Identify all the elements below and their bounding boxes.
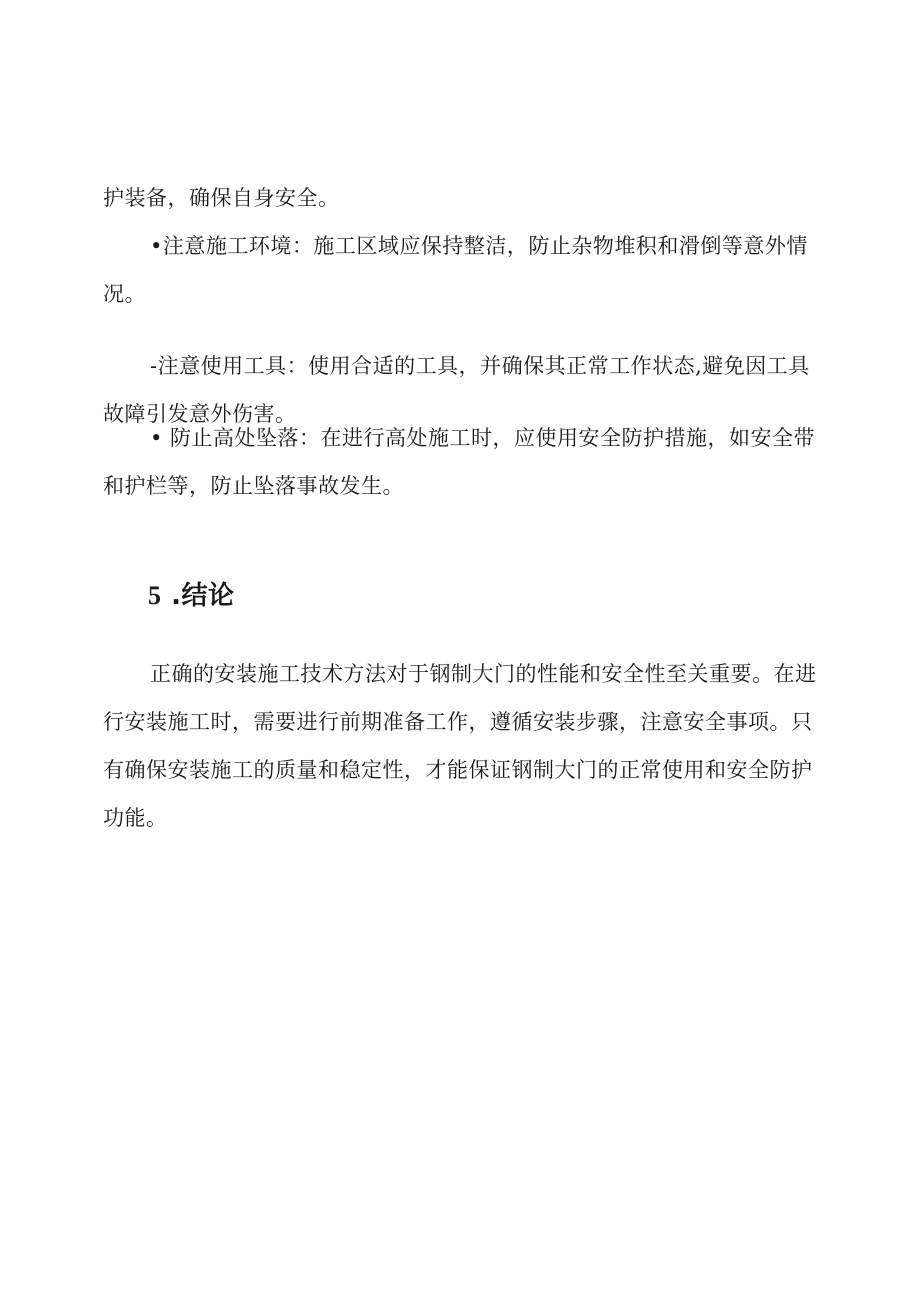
bullet-item-tools: -注意使用工具：使用合适的工具，并确保其正常工作状态,避免因工具故障引发意外伤害。 xyxy=(103,354,810,426)
paragraph-continued: 护装备，确保自身安全。 xyxy=(103,186,340,210)
section-heading xyxy=(148,572,234,620)
bullet-item-fall-prevention: • 防止高处坠落：在进行高处施工时，应使用安全防护措施，如安全带和护栏等，防止坠落事故发生。 xyxy=(103,426,816,498)
section-title: .结论 xyxy=(171,581,235,611)
bullet-item-environment: •注意施工环境：施工区域应保持整洁，防止杂物堆积和滑倒等意外情况。 xyxy=(103,234,808,306)
conclusion-paragraph: 正确的安装施工技术方法对于钢制大门的性能和安全性至关重要。在进行安装施工时，需要进行前期准备工作，遵循安装步骤，注意安全事项。只有确保安装施工的质量和稳定性，才能保证钢制大门的正常使用和安全防护功能。 xyxy=(103,662,817,830)
section-number: 5 xyxy=(148,581,162,610)
